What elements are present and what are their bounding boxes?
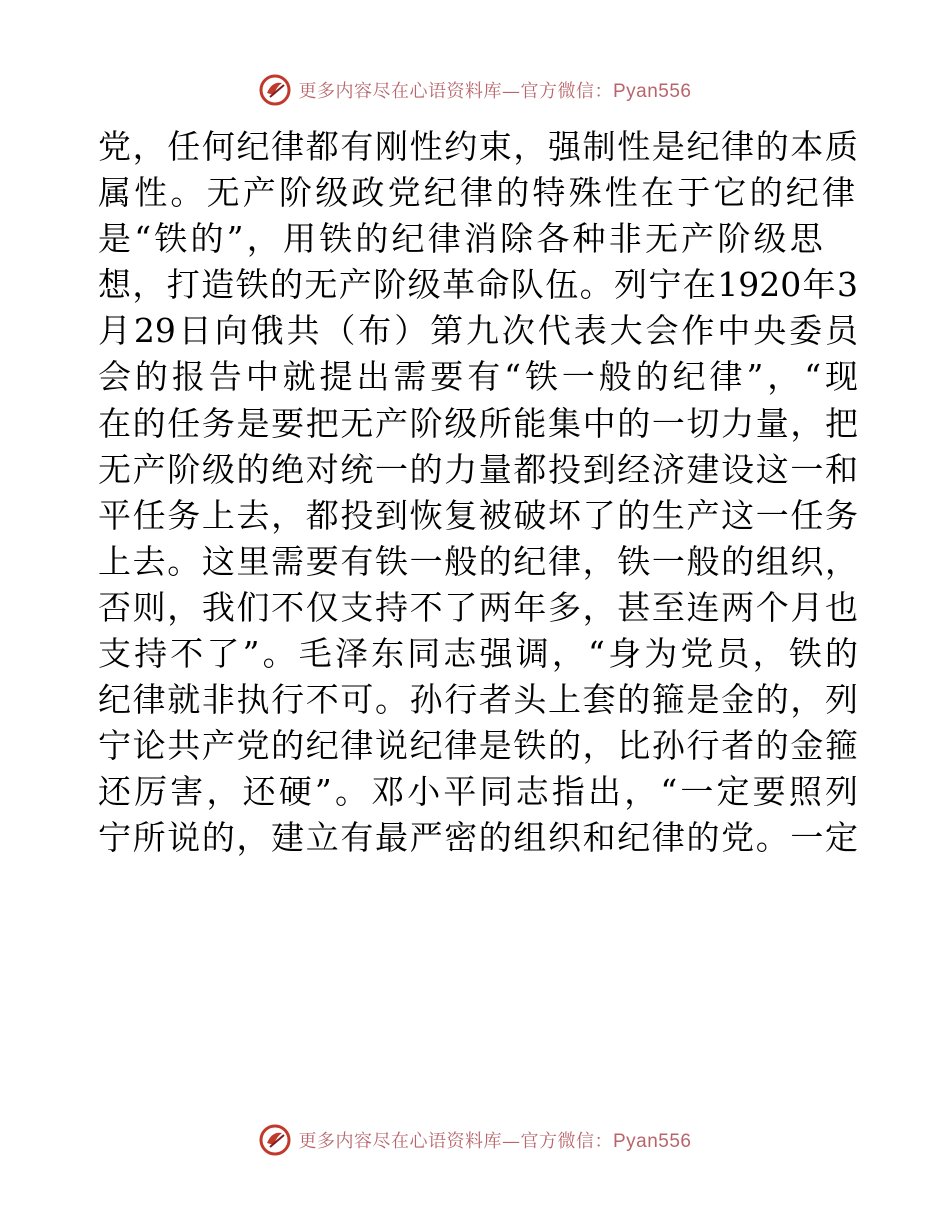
logo-icon bbox=[258, 1123, 292, 1157]
logo-icon bbox=[258, 73, 292, 107]
text-line-15: 还厉害，还硬”。邓小平同志指出，“一定要照列 bbox=[98, 772, 858, 812]
header-contact-id: Pyan556 bbox=[612, 81, 692, 102]
header-contact-label: 官方微信： bbox=[520, 81, 613, 102]
text-line-5: 月29日向俄共（布）第九次代表大会作中央委员 bbox=[98, 311, 858, 351]
text-line-9: 平任务上去，都投到恢复被破坏了的生产这一任务 bbox=[98, 495, 858, 535]
text-line-2: 属性。无产阶级政党纪律的特殊性在于它的纪律 bbox=[98, 173, 859, 213]
footer-separator: — bbox=[501, 1131, 521, 1152]
text-line-4: 想，打造铁的无产阶级革命队伍。列宁在1920年3 bbox=[98, 265, 858, 305]
text-line-1: 党，任何纪律都有刚性约束，强制性是纪律的本质 bbox=[98, 127, 858, 166]
text-line-14: 宁论共产党的纪律说纪律是铁的，比孙行者的金箍 bbox=[98, 726, 858, 766]
text-line-3: 是“铁的”，用铁的纪律消除各种非无产阶级思 bbox=[98, 219, 826, 259]
document-body bbox=[98, 124, 858, 862]
text-line-12: 支持不了”。毛泽东同志强调，“身为党员，铁的 bbox=[98, 634, 858, 674]
footer-contact-label: 官方微信： bbox=[520, 1131, 613, 1152]
header-watermark bbox=[0, 70, 950, 110]
footer-site-name: 更多内容尽在心语资料库 bbox=[298, 1131, 502, 1152]
footer-contact-id: Pyan556 bbox=[612, 1131, 692, 1152]
text-line-7: 在的任务是要把无产阶级所能集中的一切力量，把 bbox=[98, 403, 858, 443]
header-watermark-text bbox=[298, 77, 691, 103]
header-site-name: 更多内容尽在心语资料库 bbox=[298, 81, 502, 102]
text-line-6: 会的报告中就提出需要有“铁一般的纪律”，“现 bbox=[98, 357, 858, 397]
header-separator: — bbox=[501, 81, 521, 102]
text-line-16: 宁所说的，建立有最严密的组织和纪律的党。一定 bbox=[98, 818, 858, 858]
text-line-10: 上去。这里需要有铁一般的纪律，铁一般的组织， bbox=[98, 541, 858, 581]
text-line-11: 否则，我们不仅支持不了两年多，甚至连两个月也 bbox=[98, 587, 858, 627]
footer-watermark bbox=[0, 1120, 950, 1160]
footer-watermark-text bbox=[298, 1127, 691, 1153]
text-line-8: 无产阶级的绝对统一的力量都投到经济建设这一和 bbox=[98, 449, 858, 489]
text-line-13: 纪律就非执行不可。孙行者头上套的箍是金的，列 bbox=[98, 680, 858, 720]
